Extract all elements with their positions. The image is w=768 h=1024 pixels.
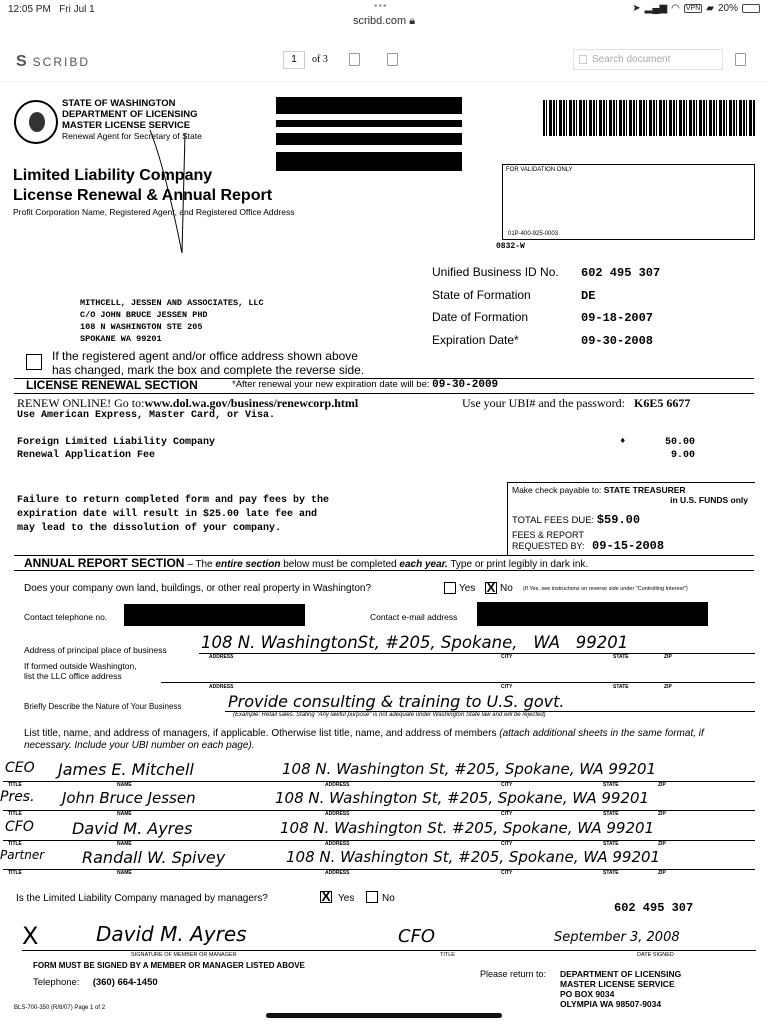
col-city: CITY	[501, 782, 513, 788]
col-name: NAME	[117, 811, 132, 817]
row-underline	[3, 869, 755, 870]
col-state: STATE	[603, 841, 619, 847]
fee-values: 50.00 9.00	[664, 437, 695, 461]
form-code: BLS-700-350 (R/8/07) Page 1 of 2	[14, 1005, 106, 1011]
search-icon	[579, 55, 587, 64]
title-label: TITLE	[440, 952, 455, 958]
col-zip: ZIP	[658, 782, 666, 788]
member-row	[0, 848, 768, 878]
col-city: CITY	[501, 654, 513, 660]
search-input[interactable]: Search document	[573, 49, 723, 70]
form-title: Limited Liability Company License Renewal & Annual Report	[13, 167, 273, 204]
home-indicator	[266, 1013, 502, 1018]
col-state: STATE	[603, 870, 619, 876]
tab-handle[interactable]: •••	[374, 1, 388, 12]
col-name: NAME	[117, 782, 132, 788]
renewal-note: *After renewal your new expiration date will be: 09-30-2009	[232, 379, 499, 391]
signal-icon: ▂▄▆	[644, 3, 668, 14]
ubi-repeat: 602 495 307	[614, 901, 694, 915]
battery-icon	[742, 4, 760, 13]
failure-notice: Failure to return completed form and pay fees by the expiration date will result in $25.00 late fee and may lead to the dissolution of your company.	[17, 495, 330, 534]
col-title: TITLE	[8, 782, 22, 788]
signature-date: September 3, 2008	[554, 930, 680, 945]
col-state: STATE	[613, 654, 629, 660]
managed-yes-label: Yes	[338, 893, 355, 904]
address-change-note: If the registered agent and/or office address shown above has changed, mark the box and complete the reverse side.	[52, 349, 365, 377]
managed-no-checkbox[interactable]	[366, 891, 378, 903]
nature-example: (Example: Retail sales. Stating "Any lawful purpose" is not adequate under Washington State law and will be rejected)	[233, 712, 546, 718]
agency-block: STATE OF WASHINGTON DEPARTMENT OF LICENSING MASTER LICENSE SERVICE Renewal Agent for Secretary of State	[62, 98, 202, 141]
col-name: NAME	[117, 841, 132, 847]
property-no-checkbox[interactable]: X	[486, 580, 496, 595]
member-title: Partner	[0, 848, 45, 862]
url-bar[interactable]: scribd.com 🔒︎	[352, 15, 416, 27]
requested-by: FEES & REPORT REQUESTED BY: 09-15-2008	[512, 530, 665, 553]
phone-label: Contact telephone no.	[24, 612, 108, 622]
page-total: of 3	[312, 54, 328, 65]
total-fees: TOTAL FEES DUE: $59.00	[512, 513, 641, 527]
managed-yes-checkbox[interactable]: X	[321, 888, 331, 904]
col-city: CITY	[501, 684, 513, 690]
members-instructions: List title, name, and address of managers, if applicable. Otherwise list title, name, and address of members (attach additional sheets in the same format, if necessary. Include your UBI number on each page).	[24, 728, 704, 751]
vpn-badge: VPN	[685, 5, 701, 12]
col-address: ADDRESS	[209, 654, 234, 660]
member-name: James E. Mitchell	[58, 760, 194, 779]
password-line: Use your UBI# and the password: K6E5 6677	[462, 396, 691, 410]
ubi-labels: Unified Business ID No. State of Formation Date of Formation Expiration Date*	[432, 265, 559, 347]
member-title: CFO	[5, 819, 34, 835]
signature-line	[22, 950, 756, 951]
fee-marker: ♦	[620, 436, 626, 446]
fee-labels: Foreign Limited Liability Company Renewal Application Fee	[17, 437, 216, 461]
email-label: Contact e-mail address	[370, 612, 458, 622]
col-address: ADDRESS	[325, 841, 350, 847]
wifi-icon: ◠	[671, 3, 680, 14]
col-zip: ZIP	[658, 870, 666, 876]
col-address: ADDRESS	[325, 870, 350, 876]
battery-text: 20%	[717, 3, 738, 14]
state-seal	[14, 100, 58, 144]
redaction	[276, 120, 462, 127]
col-name: NAME	[117, 870, 132, 876]
redaction	[477, 602, 708, 626]
payable-note: Make check payable to: STATE TREASURER in U.S. FUNDS only	[512, 485, 748, 505]
property-no-label: No	[500, 583, 513, 594]
managed-question: Is the Limited Liability Company managed by managers?	[16, 893, 268, 904]
barcode	[543, 100, 755, 136]
col-city: CITY	[501, 870, 513, 876]
member-row	[0, 789, 768, 819]
member-title: Pres.	[0, 789, 35, 805]
row-underline	[3, 810, 755, 811]
card-note: Use American Express, Master Card, or Visa.	[17, 410, 276, 421]
signature-label: SIGNATURE OF MEMBER OR MANAGER	[131, 952, 237, 958]
col-zip: ZIP	[664, 654, 672, 660]
redaction	[276, 152, 462, 171]
property-note: (If Yes, see instructions on reverse side under "Controlling Interest")	[523, 586, 688, 592]
managed-no-label: No	[382, 893, 395, 904]
fullscreen-icon[interactable]	[387, 53, 398, 66]
member-address: 108 N. Washington St, #205, Spokane, WA 99201	[286, 848, 661, 866]
outside-note: If formed outside Washington, list the LLC office address	[24, 661, 137, 681]
col-state: STATE	[603, 782, 619, 788]
renew-online: RENEW ONLINE! Go to:www.dol.wa.gov/business/renewcorp.html	[17, 396, 359, 410]
annual-section-header: ANNUAL REPORT SECTION – The entire section below must be completed each year. Type or print legibly in dark ink.	[24, 556, 589, 570]
renewal-section-title: LICENSE RENEWAL SECTION	[26, 378, 198, 392]
return-label: Please return to:	[480, 969, 547, 979]
row-underline	[3, 840, 755, 841]
col-city: CITY	[501, 811, 513, 817]
col-state: STATE	[613, 684, 629, 690]
lock-icon: 🔒︎	[409, 15, 416, 27]
car-icon: ▰	[706, 3, 714, 14]
status-time: 12:05 PM Fri Jul 1	[8, 4, 95, 15]
divider	[14, 570, 754, 571]
pen-stroke	[140, 128, 200, 258]
address-change-checkbox[interactable]	[26, 354, 42, 370]
member-name: Randall W. Spivey	[82, 848, 226, 867]
redaction	[124, 604, 305, 626]
col-title: TITLE	[8, 811, 22, 817]
more-icon[interactable]	[735, 53, 746, 66]
company-address: MITHCELL, JESSEN AND ASSOCIATES, LLC C/O JOHN BRUCE JESSEN PHD 108 N WASHINGTON STE 205 SPOKANE WA 99201	[80, 298, 264, 344]
col-address: ADDRESS	[325, 811, 350, 817]
member-name: David M. Ayres	[72, 819, 193, 838]
outside-underline	[161, 682, 755, 683]
ref-code: 0832-W	[496, 242, 525, 251]
col-state: STATE	[603, 811, 619, 817]
location-icon: ➤	[632, 3, 641, 14]
date-label: DATE SIGNED	[637, 952, 674, 958]
signature: David M. Ayres	[96, 922, 247, 946]
property-question: Does your company own land, buildings, or other real property in Washington?	[24, 583, 372, 594]
property-yes-checkbox[interactable]	[444, 582, 456, 594]
redaction	[276, 97, 462, 114]
col-address: ADDRESS	[325, 782, 350, 788]
member-address: 108 N. Washington St, #205, Spokane, WA 99201	[275, 789, 650, 807]
col-zip: ZIP	[658, 811, 666, 817]
divider	[14, 393, 754, 394]
col-zip: ZIP	[664, 684, 672, 690]
must-sign-note: FORM MUST BE SIGNED BY A MEMBER OR MANAGER LISTED ABOVE	[33, 961, 305, 970]
signature-x: X	[22, 922, 39, 950]
col-title: TITLE	[8, 841, 22, 847]
status-icons	[632, 3, 760, 14]
document-page	[0, 88, 768, 1024]
member-row	[0, 760, 768, 790]
principal-label: Address of principal place of business	[24, 645, 167, 655]
form-subtitle: Profit Corporation Name, Registered Agent, and Registered Office Address	[13, 207, 295, 217]
return-address: DEPARTMENT OF LICENSING MASTER LICENSE SERVICE PO BOX 9034 OLYMPIA WA 98507-9034	[560, 969, 682, 1009]
member-address: 108 N. Washington St, #205, Spokane, WA 99201	[282, 760, 657, 778]
col-city: CITY	[501, 841, 513, 847]
ubi-values: 602 495 307 DE 09-18-2007 09-30-2008	[581, 266, 661, 348]
property-yes-label: Yes	[459, 583, 476, 594]
signature-title: CFO	[398, 926, 436, 947]
telephone: Telephone: (360) 664-1450	[33, 977, 158, 988]
member-row	[0, 819, 768, 849]
col-address: ADDRESS	[209, 684, 234, 690]
single-page-icon[interactable]	[349, 53, 360, 66]
scribd-s-icon: S	[16, 53, 29, 70]
row-underline	[3, 781, 755, 782]
nature-of-business: Provide consulting & training to U.S. govt.	[228, 692, 565, 711]
member-address: 108 N. Washington St. #205, Spokane, WA 99201	[280, 819, 655, 837]
member-title: CEO	[5, 760, 35, 776]
scribd-logo[interactable]: S SCRIBD	[16, 53, 91, 70]
col-zip: ZIP	[658, 841, 666, 847]
redaction	[276, 133, 462, 145]
col-title: TITLE	[8, 870, 22, 876]
validation-box: FOR VALIDATION ONLY 01P-400-925-0003	[502, 164, 755, 240]
principal-address: 108 N. WashingtonSt, #205, Spokane, WA 99201	[201, 633, 629, 652]
member-name: John Bruce Jessen	[62, 789, 196, 807]
page-number-input[interactable]: 1	[283, 51, 305, 69]
nature-label: Briefly Describe the Nature of Your Business	[24, 702, 182, 711]
scribd-toolbar	[0, 40, 768, 82]
